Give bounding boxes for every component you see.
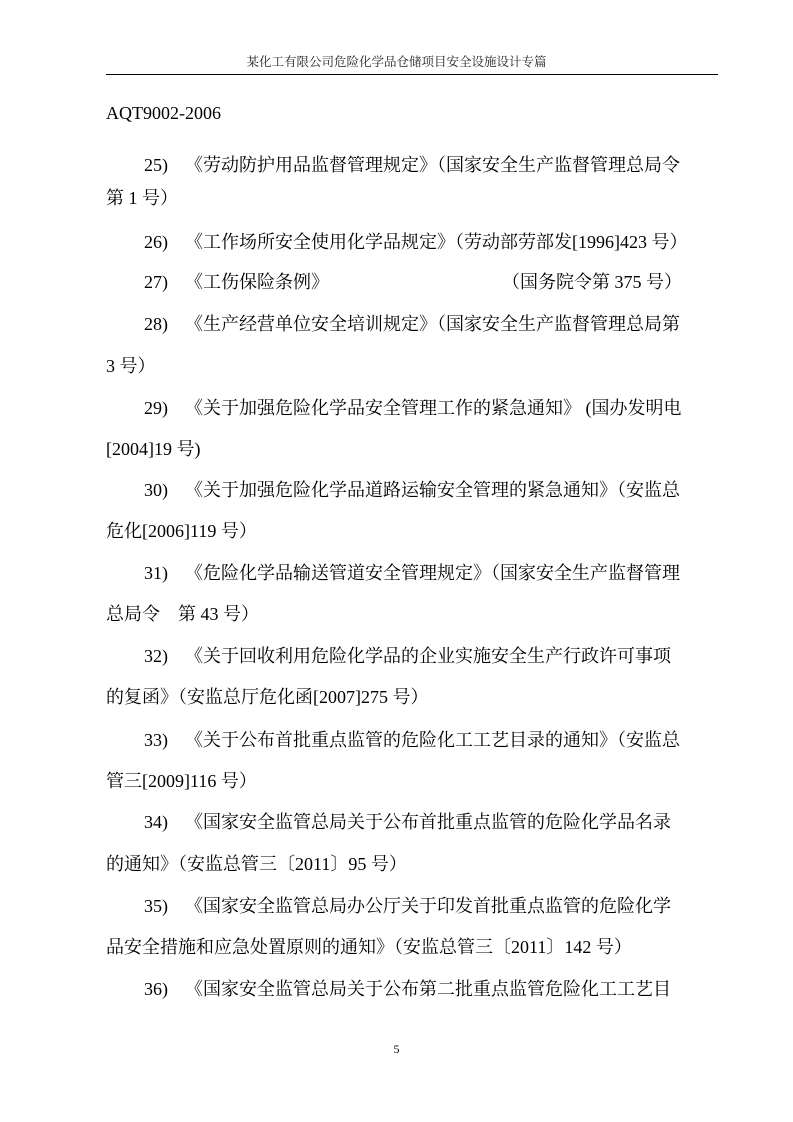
item-text: 《关于回收利用危险化学品的企业实施安全生产行政许可事项 <box>185 646 671 666</box>
item-number: 33) <box>144 730 168 750</box>
item-number: 29) <box>144 398 168 418</box>
text-line: 总局令 第 43 号） <box>106 604 259 624</box>
item-number: 31) <box>144 563 168 583</box>
item-text: 《国家安全监管总局办公厅关于印发首批重点监管的危险化学 <box>185 896 671 916</box>
item-text: 《关于加强危险化学品道路运输安全管理的紧急通知》（安监总 <box>185 480 680 500</box>
item-text: 《国家安全监管总局关于公布第二批重点监管危险化工工艺目 <box>185 979 671 999</box>
item-text: 《危险化学品输送管道安全管理规定》（国家安全生产监督管理 <box>185 563 680 583</box>
item-number: 30) <box>144 480 168 500</box>
item-number: 35) <box>144 896 168 916</box>
text-line: 第 1 号） <box>106 188 178 208</box>
text-line: 的通知》（安监总管三〔2011〕95 号） <box>106 854 407 874</box>
item-text-source: （国务院令第 375 号） <box>502 272 682 292</box>
item-number: 36) <box>144 979 168 999</box>
item-number: 32) <box>144 646 168 666</box>
item-text: 《国家安全监管总局关于公布首批重点监管的危险化学品名录 <box>185 812 671 832</box>
item-number: 26) <box>144 232 168 252</box>
text-line: 3 号） <box>106 356 156 376</box>
item-number: 34) <box>144 812 168 832</box>
text-line: 品安全措施和应急处置原则的通知》（安监总管三〔2011〕142 号） <box>106 937 632 957</box>
page-header: 某化工有限公司危险化学品仓储项目安全设施设计专篇 <box>246 55 547 69</box>
item-number: 27) <box>144 272 168 292</box>
text-line: 危化[2006]119 号） <box>106 521 257 541</box>
header-rule <box>106 74 718 75</box>
item-text: 《劳动防护用品监督管理规定》（国家安全生产监督管理总局令 <box>185 155 680 175</box>
item-number: 25) <box>144 155 168 175</box>
text-line: [2004]19 号) <box>106 439 201 459</box>
text-line: 管三[2009]116 号） <box>106 771 257 791</box>
item-text: 《生产经营单位安全培训规定》（国家安全生产监督管理总局第 <box>185 314 680 334</box>
item-text: 《工伤保险条例》 <box>185 272 329 292</box>
page-number: 5 <box>393 1042 400 1056</box>
item-number: 28) <box>144 314 168 334</box>
text-line: AQT9002-2006 <box>106 103 221 123</box>
item-text: 《关于加强危险化学品安全管理工作的紧急通知》 (国办发明电 <box>185 398 682 418</box>
item-text: 《关于公布首批重点监管的危险化工工艺目录的通知》（安监总 <box>185 730 680 750</box>
item-text: 《工作场所安全使用化学品规定》（劳动部劳部发[1996]423 号） <box>185 232 688 252</box>
text-line: 的复函》（安监总厅危化函[2007]275 号） <box>106 687 429 707</box>
